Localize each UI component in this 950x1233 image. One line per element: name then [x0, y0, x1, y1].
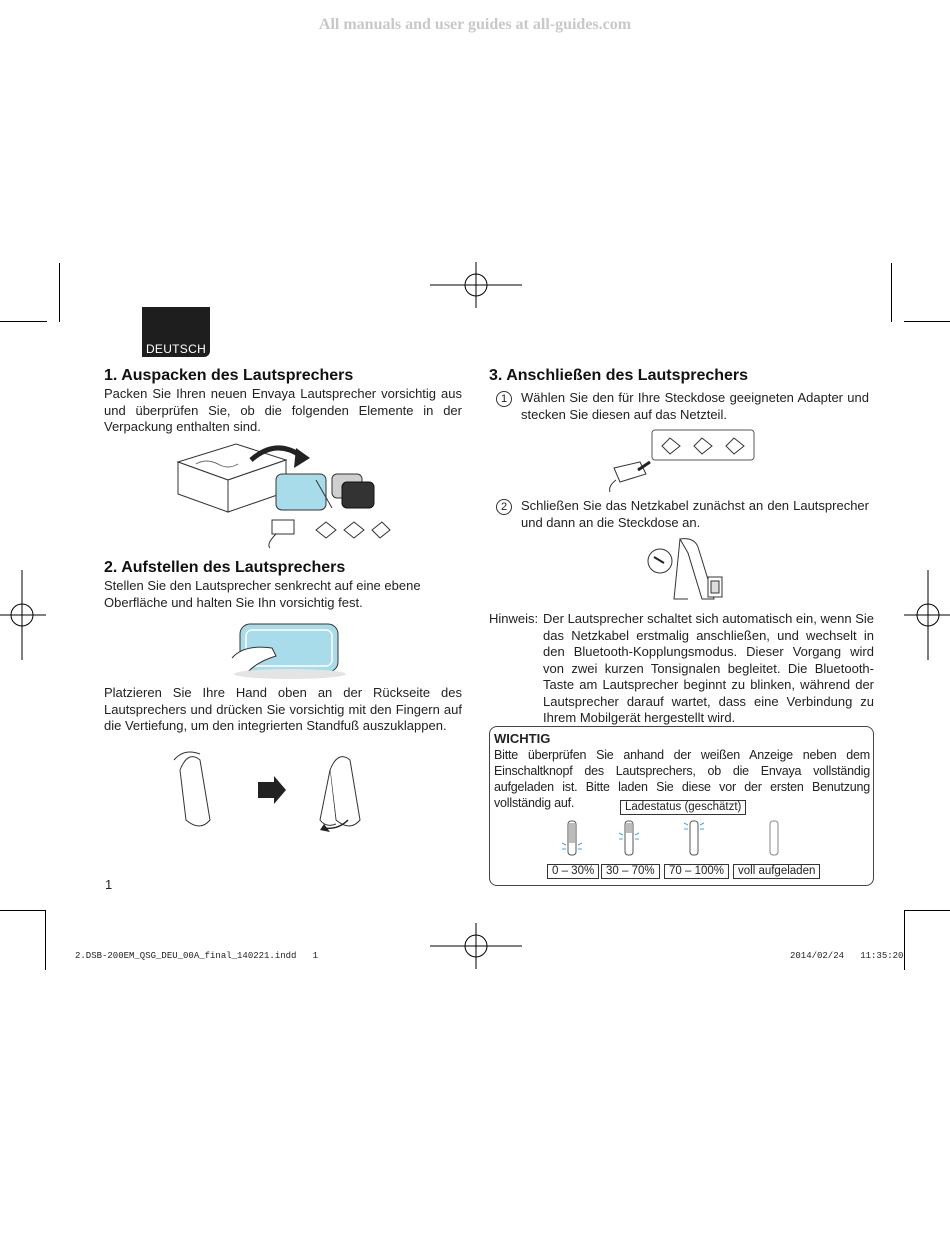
charge-indicator-0-30: [560, 819, 584, 859]
watermark: All manuals and user guides at all-guides.com: [318, 16, 632, 33]
charge-status-label: Ladestatus (geschätzt): [620, 800, 746, 815]
footer-file-info: 2.DSB-200EM_QSG_DEU_00A_final_140221.indd 1: [75, 951, 319, 961]
footer-date: 2014/02/24 11:35:20: [790, 951, 904, 961]
note-label: Hinweis:: [489, 611, 539, 626]
page-number: 1: [105, 877, 113, 892]
note-text: Der Lautsprecher schaltet sich automatisch ein, wenn Sie das Netzkabel erstmalig anschließen, und wechselt in den Bluetooth-Kopplungsmodus. Dieser Vorgang wird von zwei kurzen Tonsignalen begleitet. Die Bluetooth-Taste am Lautsprecher beginnt zu blinken, während der Lautsprecher darauf wartet, dass eine Verbindung zu Ihrem Mobilgerät hergestellt wird.: [543, 611, 874, 725]
registration-mark-bottom: [430, 923, 522, 969]
stand-unfold-illustration: [170, 740, 380, 835]
adapter-illustration: [598, 428, 758, 494]
step-2-text: Schließen Sie das Netzkabel zunächst an den Lautsprecher und dann an die Steckdose an.: [521, 498, 869, 530]
section-2-text-2: Platzieren Sie Ihre Hand oben an der Rückseite des Lautsprechers und drücken Sie vorsichtig mit den Fingern auf die Vertiefung, um den integrierten Standfuß auszuklappen.: [104, 685, 462, 733]
section-2-title: 2. Aufstellen des Lautsprechers: [104, 559, 346, 576]
registration-mark-right: [904, 570, 950, 660]
section-2-text-1: Stellen Sie den Lautsprecher senkrecht auf eine ebene Oberfläche und halten Sie Ihn vorsichtig fest.: [104, 578, 421, 610]
registration-mark-left: [0, 570, 46, 660]
charge-level-label-2: 30 – 70%: [601, 864, 660, 879]
unpacking-illustration: [176, 442, 396, 550]
charge-level-label-1: 0 – 30%: [547, 864, 599, 879]
registration-mark-top: [430, 262, 522, 308]
important-box: [489, 726, 874, 886]
language-label: DEUTSCH: [145, 342, 207, 356]
step-1-number: 1: [496, 391, 512, 407]
charge-level-label-4: voll aufgeladen: [733, 864, 820, 879]
language-badge: [142, 307, 210, 357]
speaker-hold-illustration: [230, 620, 340, 680]
cable-connect-illustration: [640, 535, 730, 605]
charge-indicator-full: [762, 819, 786, 859]
charge-indicator-30-70: [617, 819, 641, 859]
section-3-title: 3. Anschließen des Lautsprechers: [489, 367, 749, 384]
charge-indicator-70-100: [682, 819, 706, 859]
charge-level-label-3: 70 – 100%: [664, 864, 729, 879]
important-text: Bitte überprüfen Sie anhand der weißen Anzeige neben dem Einschaltknopf des Lautsprechers, ob die Envaya vollständig aufgeladen ist. Bitte laden Sie diese vor der ersten Benutzung vollständig auf.: [494, 748, 870, 810]
section-1-title: 1. Auspacken des Lautsprechers: [104, 367, 354, 384]
section-1-text: Packen Sie Ihren neuen Envaya Lautsprecher vorsichtig aus und überprüfen Sie, ob die folgenden Elemente in der Verpackung enthalten sind.: [104, 386, 462, 434]
step-1-text: Wählen Sie den für Ihre Steckdose geeigneten Adapter und stecken Sie diesen auf das Netzteil.: [521, 390, 869, 422]
step-2-number: 2: [496, 499, 512, 515]
important-title: WICHTIG: [494, 731, 551, 746]
